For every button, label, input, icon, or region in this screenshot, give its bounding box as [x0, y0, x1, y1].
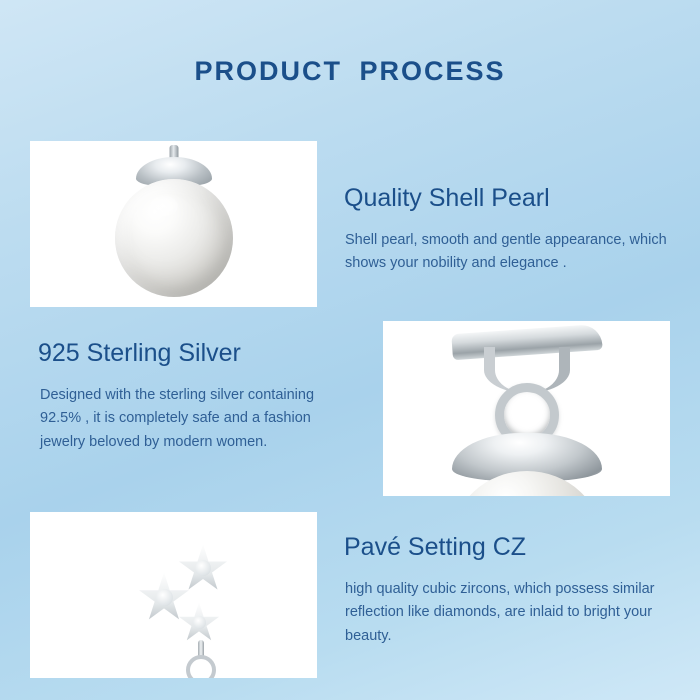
pearl-highlight-icon — [150, 196, 178, 216]
silver-hook-photo — [383, 321, 670, 496]
section-title-quality-shell-pearl: Quality Shell Pearl — [344, 184, 550, 212]
star-ring-icon — [186, 655, 216, 678]
section-text-pave-setting-cz: high quality cubic zircons, which possess similar reflection like diamonds, are inlaid to bright your beauty. — [345, 581, 655, 644]
page-title: PRODUCT PROCESS — [194, 56, 506, 86]
pearl-photo — [30, 141, 317, 307]
star-stone-left — [156, 589, 173, 606]
section-title-sterling-silver: 925 Sterling Silver — [38, 339, 241, 367]
section-text-sterling-silver: Designed with the sterling silver containing 92.5% , it is completely safe and a fashion jewelry beloved by modern women. — [40, 387, 315, 450]
section-text-quality-shell-pearl: Shell pearl, smooth and gentle appearance, which shows your nobility and elegance . — [345, 232, 667, 272]
star-stone-top — [195, 560, 211, 576]
star-stone-bottom — [193, 616, 206, 629]
pearl-ball-icon — [115, 179, 233, 297]
section-title-pave-setting-cz: Pavé Setting CZ — [344, 533, 527, 561]
cz-stars-photo — [30, 512, 317, 678]
